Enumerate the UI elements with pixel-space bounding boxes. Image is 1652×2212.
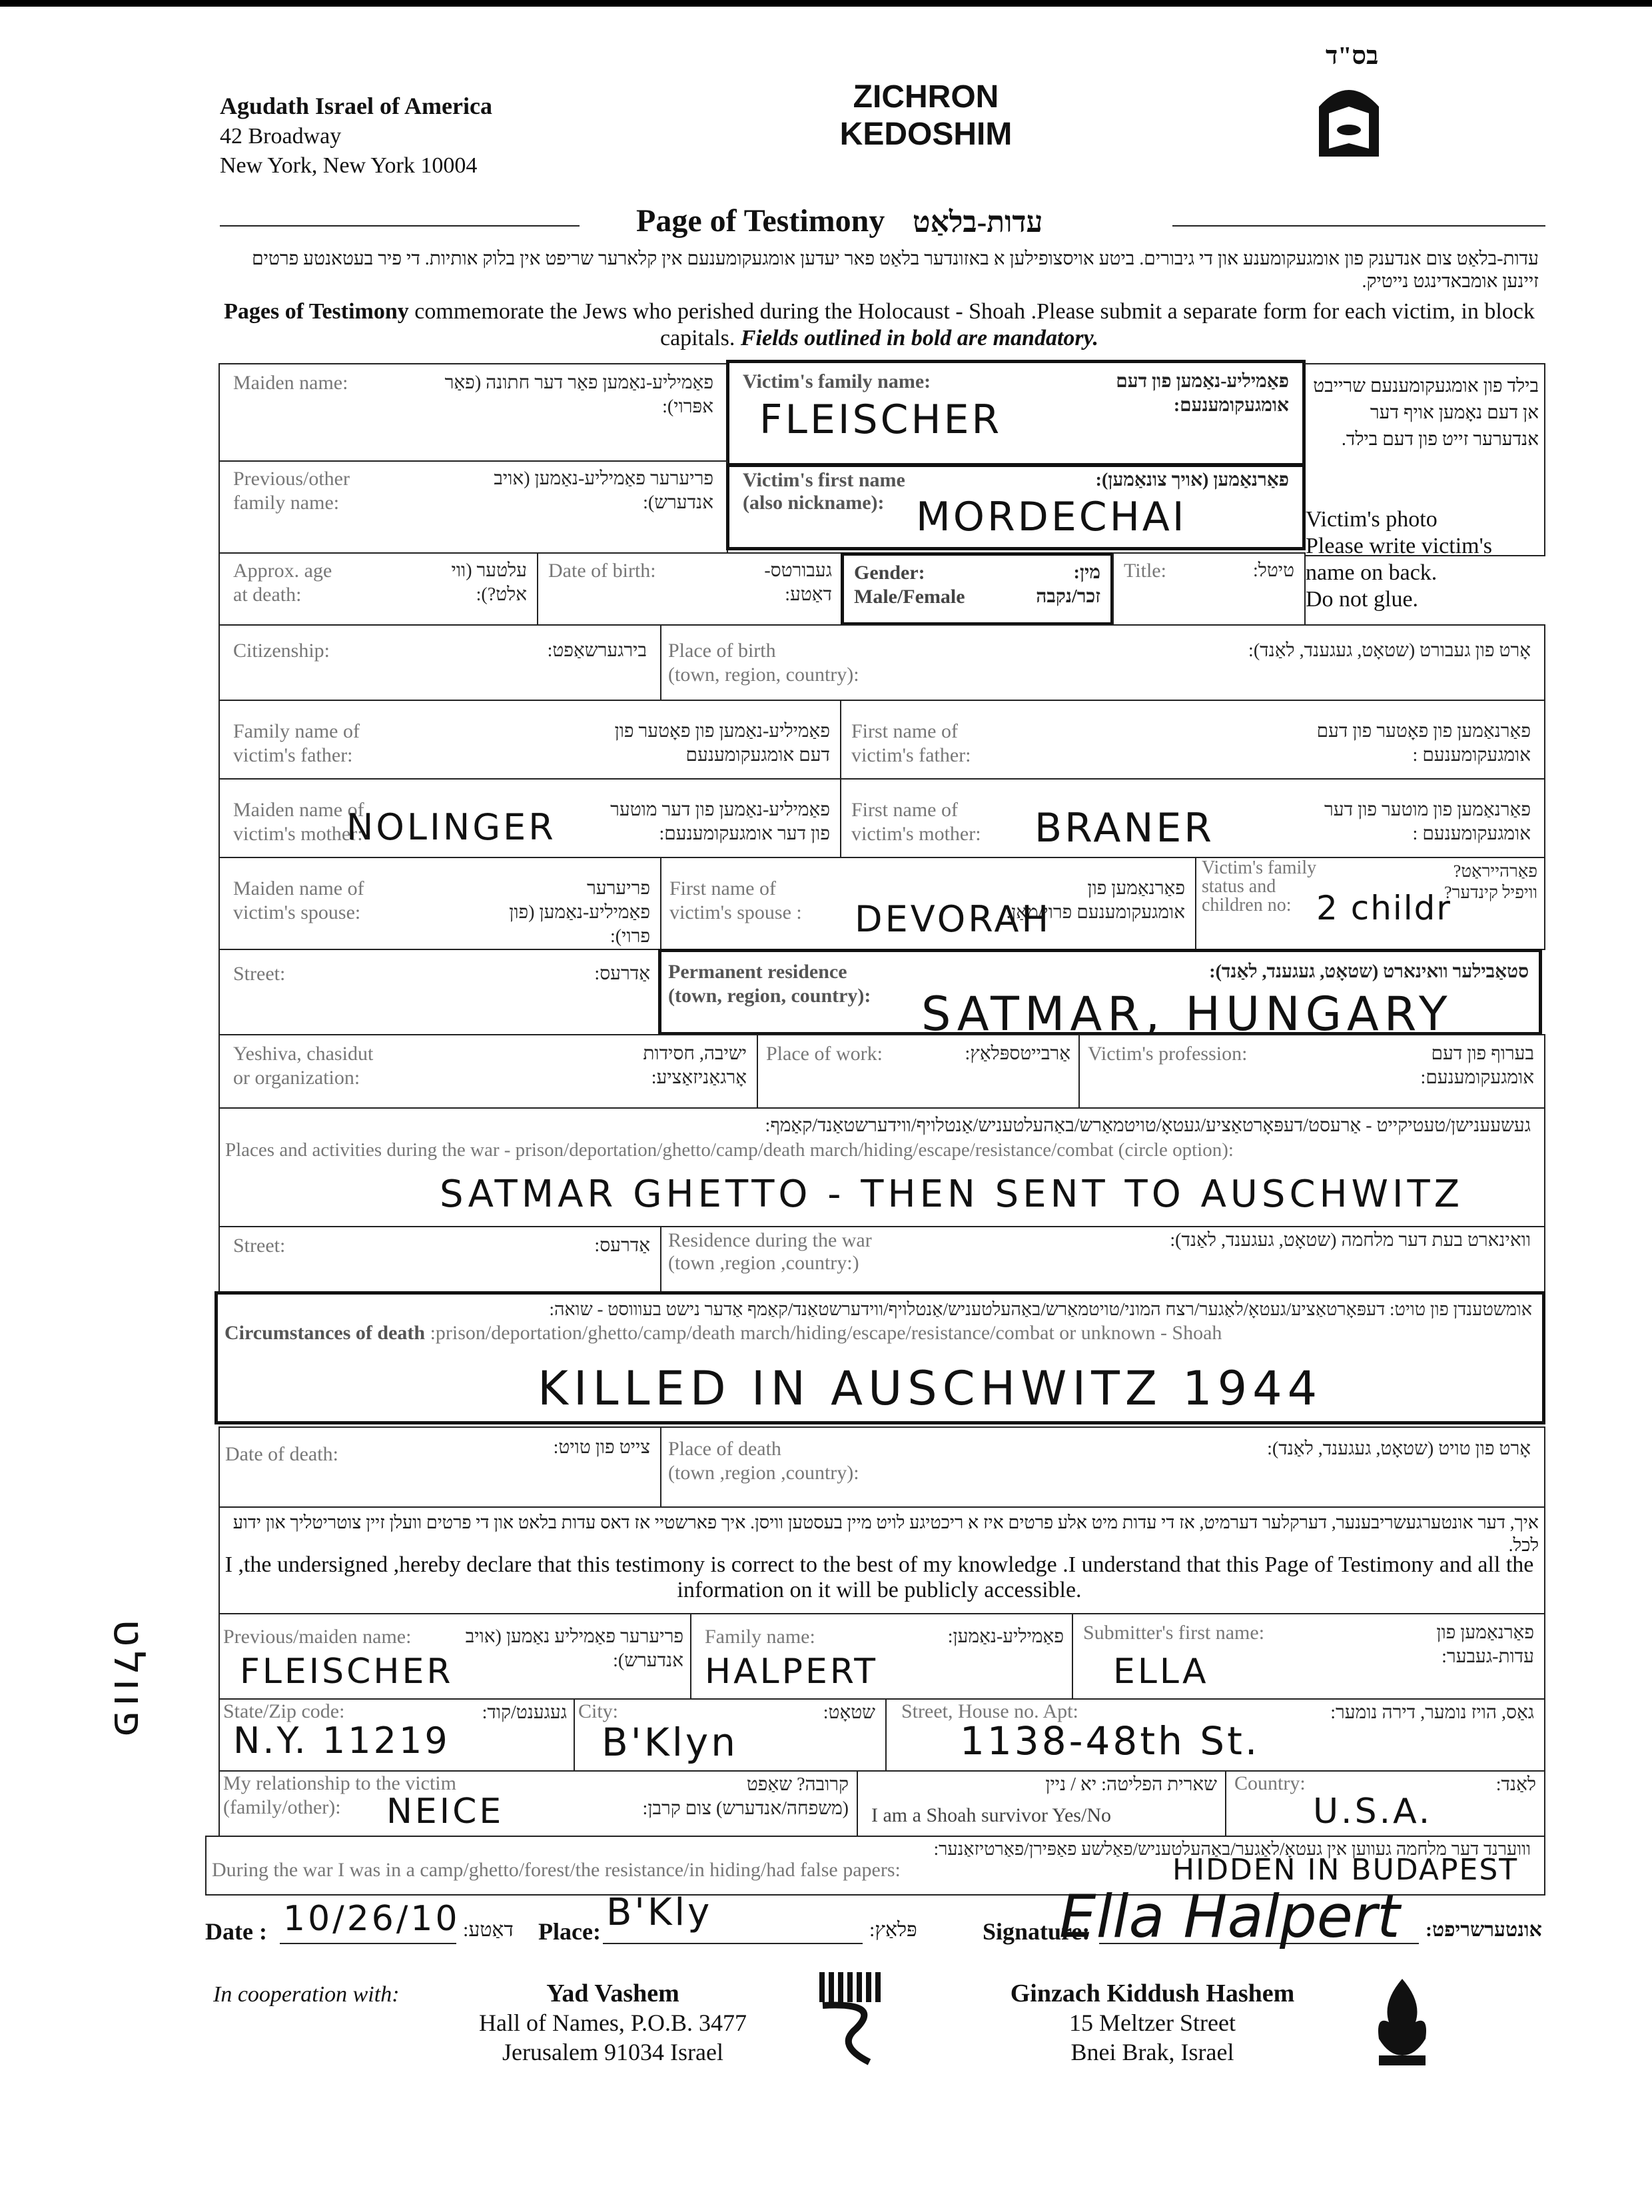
submitter-family-name-value: HALPERT [705,1652,878,1692]
bsd-mark: בס"ד [1326,42,1379,70]
submitter-city-value: B'Klyn [602,1720,738,1765]
submitter-country-field[interactable] [1225,1770,1545,1837]
permanent-residence-label2: (town, region, country): [668,985,871,1007]
mother-first-value: BRANER [1034,805,1214,851]
place-of-birth-label1: Place of birth [668,640,776,662]
place-of-work-field[interactable] [757,1034,1080,1109]
submitter-prev-name-label: Previous/maiden name: [223,1626,412,1648]
photo-line2: Please write victim's [1306,534,1492,558]
family-status-label2: status and [1202,876,1276,897]
mother-first-name-field[interactable] [840,778,1545,858]
father-family-label2: victim's father: [233,744,353,766]
street2-label: Street: [233,1235,286,1257]
spouse-first-label-yid: פאַרנאַמען פון אומגעקומענעם פרוי/מאַן: [1006,878,1185,923]
submitter-city-field[interactable] [574,1698,887,1772]
previous-name-label1: Previous/other [233,468,350,490]
family-status-field[interactable] [1195,857,1545,950]
permanent-residence-field[interactable] [658,949,1542,1041]
places-activities-field[interactable] [218,1107,1545,1227]
place-of-death-label1: Place of death [668,1438,781,1460]
spouse-first-name-field[interactable] [660,857,1196,950]
date-of-death-label: Date of death: [225,1443,338,1465]
title-field[interactable] [1112,552,1306,626]
first-name-field[interactable] [726,464,1306,550]
family-name-label-yid: פאַמיליע-נאַמען פון דעם אומגעקומענעם: [1116,371,1289,416]
family-status-value: 2 childr [1316,889,1451,927]
photo-line4: Do not glue. [1306,587,1419,612]
maiden-name-label: Maiden name: [233,372,348,394]
kedoshim-word: KEDOSHIM [839,117,1013,152]
signature-label-yid: אונטערשריפט: [1426,1919,1542,1941]
photo-line3: name on back. [1306,560,1438,585]
cooperation-label: In cooperation with: [213,1982,400,2007]
circumstances-field[interactable] [214,1291,1545,1424]
side-handwritten-note: פוולט [104,1619,153,1741]
street-field[interactable] [218,949,661,1035]
place-label: Place: [538,1918,601,1945]
submitter-first-name-field[interactable] [1072,1613,1545,1700]
date-line [280,1943,456,1944]
submitter-street-field[interactable] [885,1698,1545,1772]
spouse-maiden-label1: Maiden name of [233,877,364,899]
submitter-country-label: Country: [1234,1772,1306,1794]
intro-yiddish: עדות-בלאַט צום אנדענק פון אומגעקומענע און די גיבורים. ביטע אויסצופילען א באזונדער בלאַט פאר יעדען אומגעקומענעם אין קלארער שריפט אין בלוק אותיות. די פיר בעטאנטע פרטים זיינען אומבאדינגט נייטיק. [252,249,1539,292]
family-status-label1: Victim's family [1202,857,1317,878]
signature-label: Signature: [983,1918,1090,1945]
dob-label: Date of birth: [548,560,656,582]
family-name-value: FLEISCHER [759,396,1003,443]
circumstances-value: KILLED IN AUSCHWITZ 1944 [538,1361,1323,1416]
submitter-state-zip-label: State/Zip code: [223,1700,345,1722]
yeshiva-label1: Yeshiva, chasidut [233,1043,374,1065]
family-name-field[interactable] [726,360,1306,466]
circumstances-label-bold: Circumstances of death [224,1322,426,1344]
yeshiva-label-yid: ישיבה, חסידות אָרגאַניזאַציע: [643,1043,747,1088]
yad-vashem-addr2: Jerusalem 91034 Israel [502,2039,723,2065]
submitter-during-war-label-yid: וווערנד דער מלחמה געווען אין געטאָ/לאַגער/באַהעלטעניש/פאַלשע פאַפּירן/פאַרטיזאַנער: [933,1839,1531,1859]
submitter-city-label-yid: שטאָט: [823,1702,875,1723]
profession-label-yid: בערוף פון דעם אומגעקומענעם: [1420,1043,1534,1088]
photo-instruction [1306,506,1545,613]
ginzach-block [979,1979,1326,2067]
places-activities-label: Places and activities during the war - prison/deportation/ghetto/camp/death march/hiding/escape/resistance/combat (circle option): [225,1139,1234,1161]
submitter-family-name-field[interactable] [690,1613,1073,1700]
father-first-name-field[interactable] [840,700,1545,780]
permanent-residence-label1: Permanent residence [668,961,847,983]
spouse-maiden-name-field[interactable] [218,857,661,950]
street2-field[interactable] [218,1226,661,1293]
zichron-kedoshim-title [793,79,1059,153]
ginzach-flame-logo-icon [1369,1975,1436,2069]
permanent-residence-label-yid: סטאַבילער וואינארט (שטאָט, געגענד, לאַנד): [1209,961,1529,982]
declaration-english: I ,the undersigned ,hereby declare that this testimony is correct to the best of my knowledge .I understand that this Page of Testimony and all the information on it will be publicly accessible. [224,1552,1534,1602]
first-name-label-yid: פאַרנאַמען (אויך צונאַמען): [1095,470,1289,490]
date-of-death-label-yid: צייט פון טויט: [553,1437,650,1458]
place-of-birth-field[interactable] [660,624,1545,701]
submitter-during-war-value: HIDDEN IN BUDAPEST [1172,1853,1519,1887]
submitter-prev-name-value: FLEISCHER [240,1652,454,1692]
photo-instruction-yid: בילד פון אומגעקומענעם שרייבט אן דעם נאָמען אויף דער אנדערער זייט פון דעם בילד. [1313,376,1539,450]
submitter-relationship-field[interactable] [218,1770,858,1837]
submitter-state-zip-label-yid: געגענט/קוד: [482,1702,567,1723]
citizenship-label-yid: בירגערשאַפט: [547,640,647,661]
citizenship-field[interactable] [218,624,661,701]
place-value: B'Kly [606,1891,713,1934]
submitter-relationship-label2: (family/other): [223,1796,341,1818]
place-of-work-label: Place of work: [766,1043,883,1065]
submitter-street-value: 1138-48th St. [960,1718,1260,1764]
submitter-family-name-label: Family name: [705,1626,815,1648]
submitter-street-label: Street, House no. Apt: [901,1700,1078,1722]
intro-text: commemorate the Jews who perished during the Holocaust - Shoah .Please submit a separate form for each victim, in block capitals. [408,299,1535,350]
zichron-word: ZICHRON [853,79,999,115]
spouse-first-label2: victim's spouse : [669,901,802,923]
spouse-maiden-label2: victim's spouse: [233,901,361,923]
street2-label-yid: אַדרעס: [594,1235,650,1256]
ginzach-addr2: Bnei Brak, Israel [1070,2039,1234,2065]
mother-first-label2: victim's mother: [851,823,981,845]
submitter-country-label-yid: לאַנד: [1495,1774,1536,1795]
street-label-yid: אַדרעס: [594,963,650,984]
father-family-label-yid: פאַמיליע-נאַמען פון פאָטער פון דעם אומגעקומענעם [614,721,830,766]
submitter-survivor-field[interactable] [857,1770,1226,1837]
places-activities-label-yid: געשעענישן/טעטיקייט - אַרעסט/דעפּאָרטאַציע/געטאָ/טויטמאַרש/באַהעלטעניש/אַנטלויף/ווידערשטאַנד/קאַמף: [765,1115,1531,1136]
photo-line1: Victim's photo [1306,507,1438,532]
previous-name-label2: family name: [233,492,340,514]
circumstances-label [224,1321,1222,1345]
submitter-first-name-label: Submitter's first name: [1083,1622,1265,1644]
submitter-survivor-label-yid: שארית הפליטה: יא / ניין [1045,1774,1217,1795]
profession-label: Victim's profession: [1088,1043,1248,1065]
profession-field[interactable] [1078,1034,1545,1109]
place-line [603,1943,863,1944]
submitter-relationship-label-yid: קרובה? שאַפט (משפחה/אנדערש) צום קרבן: [642,1774,849,1819]
submitter-first-name-label-yid: פאַרנאַמען פון עדות-געבער: [1436,1622,1534,1667]
submitter-state-zip-value: N.Y. 11219 [233,1720,450,1762]
date-value: 10/26/10 [283,1899,460,1939]
permanent-residence-value: SATMAR, HUNGARY [921,987,1453,1041]
page-title-row [220,200,1545,247]
title-rule-right [1172,225,1545,227]
yad-vashem-name: Yad Vashem [546,1979,679,2007]
gender-field[interactable] [841,552,1114,626]
place-of-work-label-yid: אַרבייטספּלאַץ: [965,1043,1070,1064]
age-label-yid: עלטער (ווי אלט?): [451,560,527,605]
date-label: Date : [205,1918,267,1945]
org-address-line2: New York, New York 10004 [220,153,478,178]
place-of-birth-label2: (town, region, country): [668,664,859,686]
title-label-yid: טיטל: [1252,560,1294,581]
submitter-prev-name-label-yid: פריערער פאַמיליע נאַמען (אויב אנדערש): [465,1626,683,1671]
residence-war-label-yid: וואינארט בעת דער מלחמה (שטאָט, געגענד, לאַנד): [1170,1230,1531,1251]
spouse-first-value: DEVORAH [855,898,1052,940]
family-status-label3: children no: [1202,895,1292,915]
maiden-name-field[interactable] [218,363,728,462]
mother-maiden-value: NOLINGER [346,806,556,848]
gender-label1: Gender: [854,562,925,584]
date-of-death-field[interactable] [218,1426,661,1508]
dob-field[interactable] [537,552,843,626]
yeshiva-field[interactable] [218,1034,758,1109]
residence-war-field[interactable] [660,1226,1545,1293]
submitter-during-war-label: During the war I was in a camp/ghetto/forest/the resistance/in hiding/had false papers: [212,1859,901,1881]
circumstances-label-yid: אומשטענדן פון טויט: דעפּאָרטאַציע/געטאָ/לאַגער/רצח המוני/טויטמאַרש/באַהעלטעניש/אַנטלויף/ווידערשטאַנד/קאַמף אַדער נישט בעוווסט - שואה: [549,1299,1532,1319]
first-name-label1: Victim's first name [743,469,905,491]
submitter-family-name-label-yid: פאַמיליע-נאַמען: [947,1626,1064,1647]
ginzach-name: Ginzach Kiddush Hashem [1010,1979,1295,2007]
org-address-line1: 42 Broadway [220,124,342,149]
mother-first-label1: First name of [851,799,958,821]
previous-name-field[interactable] [218,460,728,554]
age-label2: at death: [233,584,302,606]
residence-war-label2: (town ,region ,country:) [668,1252,859,1274]
age-field[interactable] [218,552,538,626]
street-label: Street: [233,963,286,985]
spouse-first-label1: First name of [669,877,776,899]
submitter-state-zip-field[interactable] [218,1698,575,1772]
citizenship-label: Citizenship: [233,640,330,662]
submitter-relationship-value: NEICE [386,1792,504,1832]
previous-name-label-yid: פריערער פאַמיליע-נאַמען (אויב אנדערש): [494,468,713,513]
intro-english [220,298,1539,352]
top-edge [0,0,1652,7]
signature-value: Ella Halpert [1059,1882,1400,1951]
father-first-label-yid: פאַרנאַמען פון פאָטער פון דעם אומגעקומענעם : [1316,721,1531,766]
maiden-name-label-yid: פאַמיליע-נאַמען פאַר דער חתונה (פאַר אפּרוי): [444,372,713,417]
mother-maiden-label-yid: פאַמיליע-נאַמען פון דער מוטער פון דער אומגעקומענעם: [610,800,830,844]
mother-maiden-name-field[interactable] [218,778,841,858]
title-label: Title: [1124,560,1166,582]
submitter-prev-name-field[interactable] [218,1613,691,1700]
father-first-label2: victim's father: [851,744,971,766]
place-of-death-label2: (town ,region ,country): [668,1462,859,1484]
date-label-yid: דאַטע: [463,1919,514,1941]
father-first-label1: First name of [851,720,958,742]
yad-vashem-addr1: Hall of Names, P.O.B. 3477 [479,2009,747,2036]
submitter-first-name-value: ELLA [1113,1652,1209,1692]
mother-maiden-label1: Maiden name of [233,799,364,821]
page-title: Page of Testimony [636,203,885,239]
place-label-yid: פּלאַץ: [869,1919,917,1941]
submitter-street-label-yid: גאַס, הויז נומער, דירה נומער: [1330,1702,1534,1723]
first-name-label2: (also nickname): [743,492,885,514]
intro-bold-lead: Pages of Testimony [224,299,409,324]
father-family-label1: Family name of [233,720,360,742]
places-activities-value: SATMAR GHETTO - THEN SENT TO AUSCHWITZ [440,1173,1464,1216]
mother-first-label-yid: פאַרנאַמען פון מוטער פון דער אומגעקומענעם : [1324,800,1531,844]
first-name-value: MORDECHAI [916,494,1187,540]
submitter-country-value: U.S.A. [1313,1792,1433,1832]
family-status-label-yid: פאַרהייראַט? וויפיל קינדער? [1444,861,1537,902]
place-of-death-field[interactable] [660,1426,1545,1508]
submitter-city-label: City: [578,1700,619,1722]
gender-label-yid: מין: זכר/נקבה [1036,562,1100,607]
father-family-name-field[interactable] [218,700,841,780]
submitter-relationship-label1: My relationship to the victim [223,1772,456,1794]
page-title-yiddish: עדות-בלאַט [913,206,1043,239]
org-name: Agudath Israel of America [220,93,492,119]
yad-vashem-logo-icon [816,1965,889,2065]
yad-vashem-block [460,1979,766,2067]
declaration-yiddish: איך, דער אונטערגעשריבענער, דערקלער דערמיט, אז די עדות מיט אלע פרטים איז א ריכטיגע לויט מיין בעסטען וויסן. איך פארשטיי אז דאס עדות בלאט און די פרטים וועלן זיין צוטריטליך און ידוע לכל. [232,1512,1539,1555]
circumstances-label-rest: :prison/deportation/ghetto/camp/death march/hiding/escape/resistance/combat or unknown - Shoah [425,1322,1222,1344]
spouse-maiden-label-yid: פריערער פאַמיליע-נאַמען (פון פרוי): [509,878,650,947]
mother-maiden-label2: victim's mother: [233,823,363,845]
yeshiva-label2: or organization: [233,1067,360,1089]
intro-mandatory: Fields outlined in bold are mandatory. [740,326,1098,350]
ginzach-addr1: 15 Meltzer Street [1069,2009,1236,2036]
submitter-survivor-label: I am a Shoah survivor Yes/No [871,1804,1111,1826]
residence-war-label1: Residence during the war [668,1229,872,1251]
family-name-label: Victim's family name: [743,370,931,392]
place-of-death-label-yid: אָרט פון טויט (שטאָט, געגענד, לאַנד): [1267,1438,1531,1459]
age-label1: Approx. age [233,560,332,582]
place-of-birth-label-yid: אָרט פון געבורט (שטאָט, געגענד, לאַנד): [1248,640,1531,661]
dob-label-yid: געבורטס- דאַטע: [764,560,832,605]
gender-label2: Male/Female [854,586,965,608]
agudath-logo-icon [1312,77,1386,167]
title-rule-left [220,225,580,227]
